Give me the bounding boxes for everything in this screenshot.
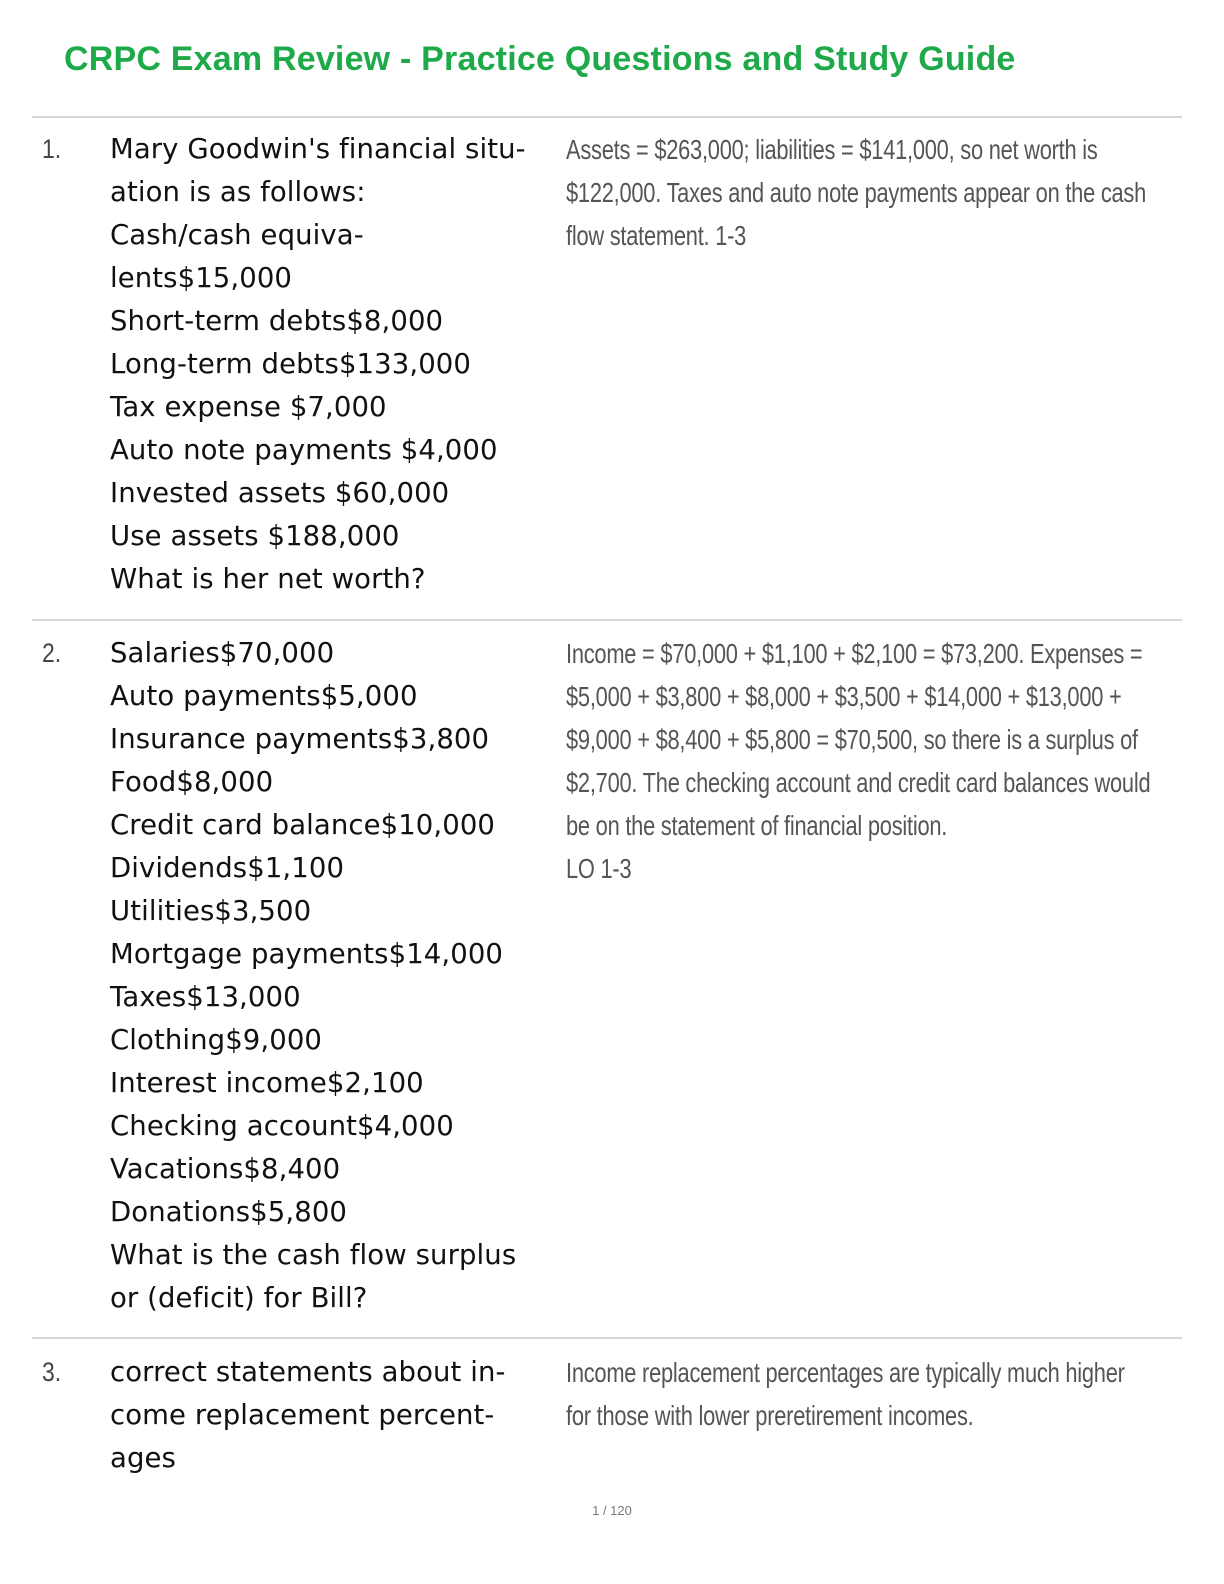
answer-line: Assets = $263,000; liabilities = $141,000, so net worth is xyxy=(566,134,1098,165)
question-text xyxy=(110,128,560,601)
question-number: 2. xyxy=(42,638,62,668)
answer-line: $2,700. The checking account and credit card balances would xyxy=(566,767,1151,798)
divider xyxy=(32,116,1182,118)
question-line: Insurance payments$3,800 xyxy=(110,723,490,755)
answer-line: be on the statement of financial position. xyxy=(566,810,948,841)
question-line: Clothing$9,000 xyxy=(110,1024,323,1056)
question-line: Taxes$13,000 xyxy=(110,981,301,1013)
question-line: ages xyxy=(110,1442,176,1474)
question-line: lents$15,000 xyxy=(110,262,293,294)
answer-line: for those with lower preretirement incomes. xyxy=(566,1400,974,1431)
question-line: come replacement percent- xyxy=(110,1399,495,1431)
question-line: Salaries$70,000 xyxy=(110,637,335,669)
question-line: or (deficit) for Bill? xyxy=(110,1282,368,1314)
question-line: Vacations$8,400 xyxy=(110,1153,341,1185)
answer-text xyxy=(566,1351,1186,1437)
question-line: Utilities$3,500 xyxy=(110,895,312,927)
question-line: Food$8,000 xyxy=(110,766,274,798)
page-number: 1 / 120 xyxy=(592,1503,632,1518)
answer-text xyxy=(566,632,1186,890)
question-line: Checking account$4,000 xyxy=(110,1110,454,1142)
question-number: 3. xyxy=(42,1357,62,1387)
question-line: Mortgage payments$14,000 xyxy=(110,938,504,970)
answer-text xyxy=(566,128,1186,257)
answer-line: Income = $70,000 + $1,100 + $2,100 = $73,200. Expenses = xyxy=(566,638,1143,669)
question-line: Use assets $188,000 xyxy=(110,520,400,552)
question-line: correct statements about in- xyxy=(110,1356,506,1388)
question-line: Auto payments$5,000 xyxy=(110,680,418,712)
question-number: 1. xyxy=(42,134,62,164)
question-line: Dividends$1,100 xyxy=(110,852,345,884)
question-text xyxy=(110,1351,560,1480)
answer-line: $9,000 + $8,400 + $5,800 = $70,500, so there is a surplus of xyxy=(566,724,1138,755)
question-line: What is her net worth? xyxy=(110,563,426,595)
question-line: Credit card balance$10,000 xyxy=(110,809,496,841)
answer-line: $122,000. Taxes and auto note payments appear on the cash xyxy=(566,177,1147,208)
question-line: ation is as follows: xyxy=(110,176,366,208)
answer-line: flow statement. 1-3 xyxy=(566,220,747,251)
answer-line: Income replacement percentages are typically much higher xyxy=(566,1357,1125,1388)
question-line: Invested assets $60,000 xyxy=(110,477,450,509)
question-line: Tax expense $7,000 xyxy=(110,391,387,423)
question-line: Long-term debts$133,000 xyxy=(110,348,471,380)
question-line: Interest income$2,100 xyxy=(110,1067,424,1099)
question-text xyxy=(110,632,560,1320)
question-line: Donations$5,800 xyxy=(110,1196,348,1228)
page-title: CRPC Exam Review - Practice Questions and Study Guide xyxy=(64,40,1016,78)
answer-line: $5,000 + $3,800 + $8,000 + $3,500 + $14,000 + $13,000 + xyxy=(566,681,1122,712)
answer-line: LO 1-3 xyxy=(566,853,632,884)
question-line: Short-term debts$8,000 xyxy=(110,305,444,337)
question-line: What is the cash flow surplus xyxy=(110,1239,517,1271)
question-line: Mary Goodwin's financial situ- xyxy=(110,133,526,165)
divider xyxy=(32,619,1182,621)
divider xyxy=(32,1337,1182,1339)
question-line: Auto note payments $4,000 xyxy=(110,434,498,466)
question-line: Cash/cash equiva- xyxy=(110,219,364,251)
